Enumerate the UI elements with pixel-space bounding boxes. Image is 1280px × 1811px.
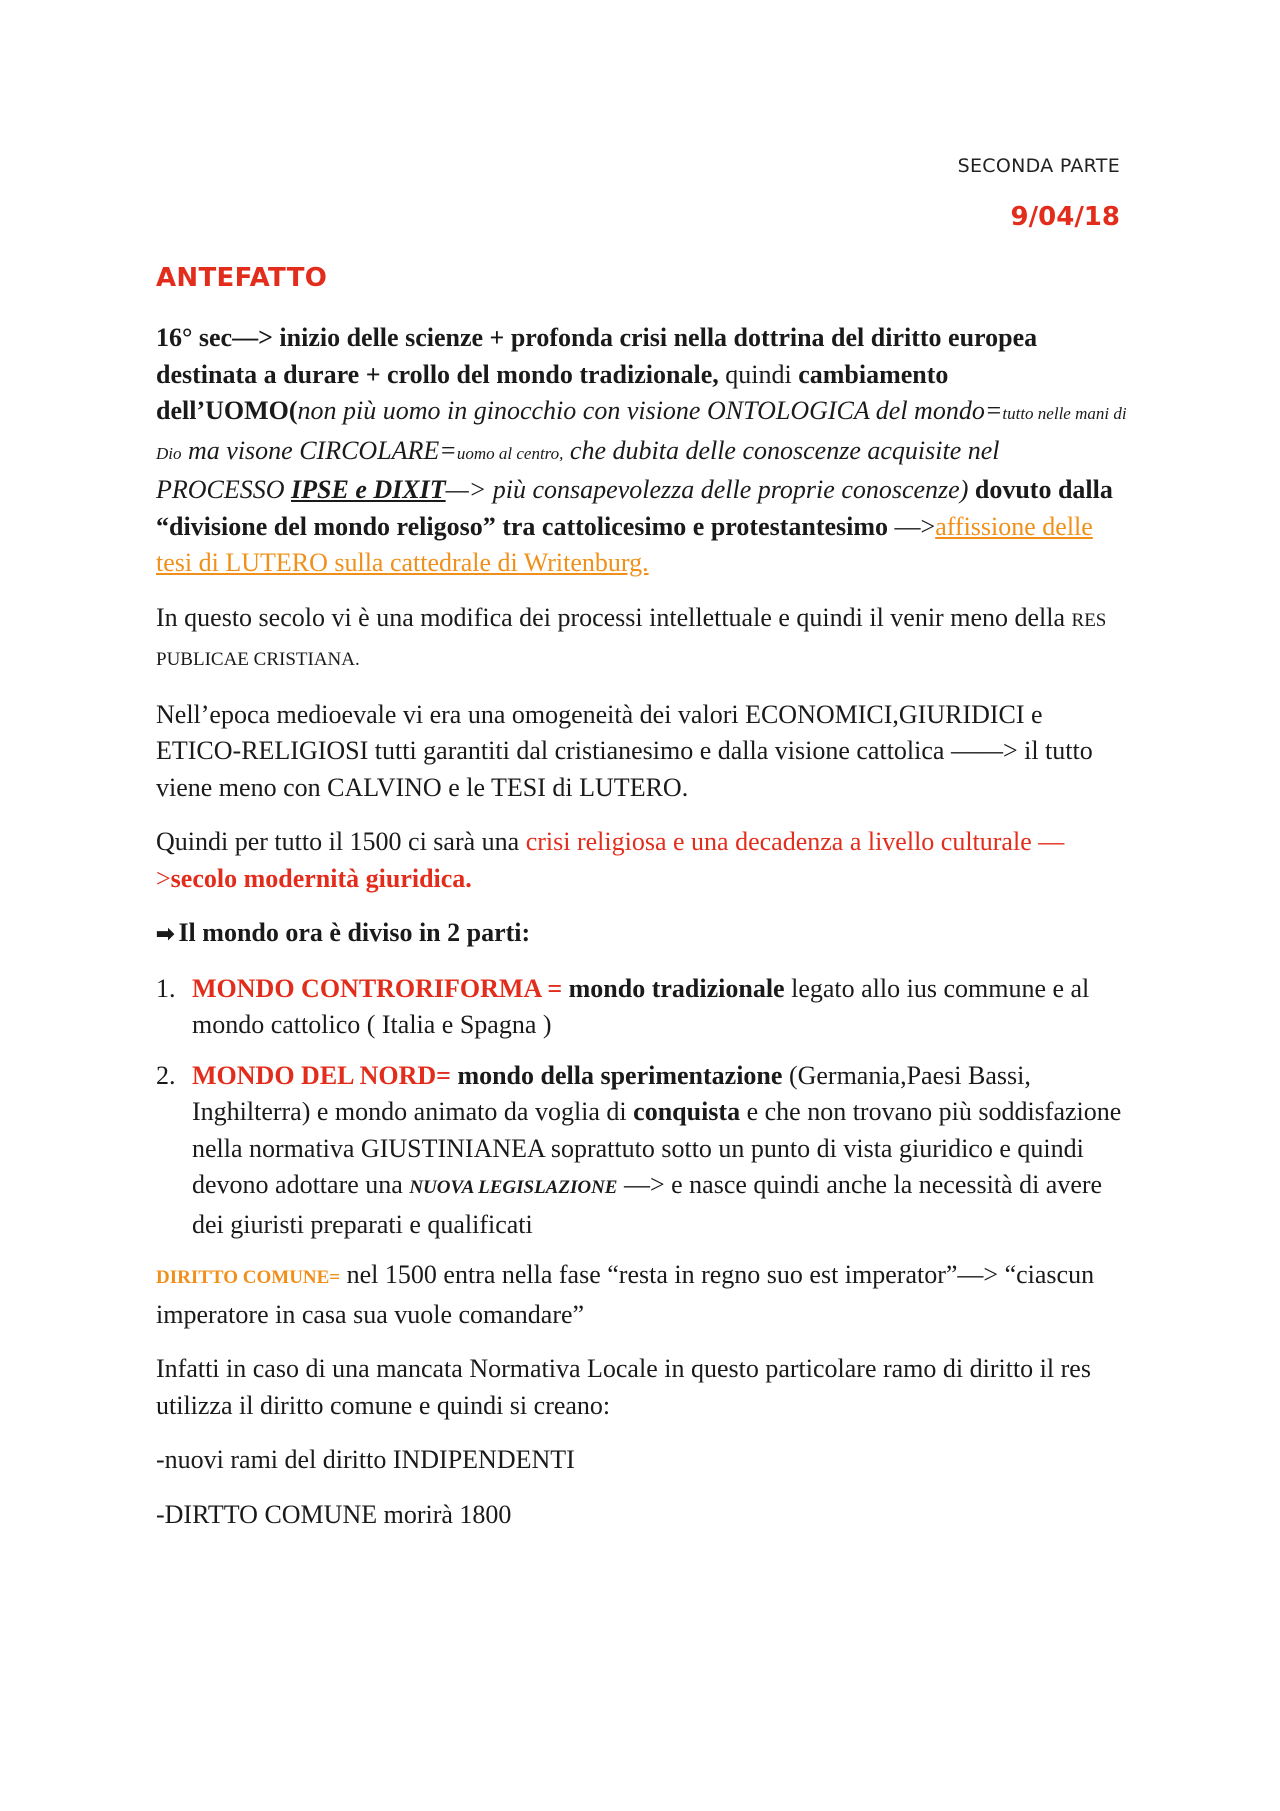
controriforma-label: MONDO CONTRORIFORMA = [192, 973, 569, 1003]
res-publicae: RES PUBLICAE CRISTIANA. [156, 609, 1107, 670]
secolo-text: In questo secolo vi è una modifica dei processi intellettuale e quindi il venir meno della [156, 602, 1072, 632]
intro-italic-2: ma visone CIRCOLARE= [181, 435, 457, 465]
intro-text: quindi [718, 359, 799, 389]
tradizionale-bold: mondo tradizionale [568, 973, 785, 1003]
intro-arrow: —> [888, 511, 936, 541]
intro-bold-start: 16° sec—> inizio delle scienze + profonda crisi nella dottrina del diritto europea destinata a durare + crollo del mondo tradizionale, [156, 323, 1038, 389]
list-item [156, 1058, 1132, 1244]
paragraph-secolo [156, 600, 1132, 679]
diritto-comune-text: nel 1500 entra nella fase “resta in regno suo est imperator”—> “ciascun imperatore in casa sua vuole comandare” [156, 1260, 1095, 1329]
world-list [156, 971, 1132, 1244]
arrow-right-icon: ➡ [156, 921, 175, 946]
part-label: SECONDA PARTE [957, 155, 1120, 177]
crisi-red: crisi religiosa e una decadenza a livello culturale —> [156, 827, 1065, 893]
paragraph-mondo-diviso [156, 915, 1132, 953]
intro-italic-4: —> più consapevolezza delle proprie conoscenze) [445, 475, 969, 504]
nord-text-3: —> e nasce quindi anche la necessità di avere dei giuristi preparati e qualificati [192, 1170, 1103, 1239]
controriforma-text: legato allo ius commune e al mondo cattolico ( Italia e Spagna ) [192, 973, 1090, 1039]
date-label: 9/04/18 [1010, 202, 1120, 232]
paragraph-intro [156, 320, 1132, 582]
intro-bold-division: dovuto dalla “divisione del mondo religoso” tra cattolicesimo e protestantesimo [156, 475, 1113, 541]
intro-bold-uomo: cambiamento dell’UOMO( [156, 359, 949, 425]
intro-italic-small-1: tutto nelle mani di Dio [156, 404, 1127, 463]
intro-italic-small-2: uomo al centro, [456, 443, 564, 463]
intro-italic-3: che dubita delle conoscenze acquisite nel PROCESSO [156, 435, 1000, 504]
paragraph-diritto-comune [156, 1257, 1132, 1333]
paragraph-infatti: Infatti in caso di una mancata Normativa Locale in questo particolare ramo di diritto il res utilizza il diritto comune e quindi si creano: [156, 1354, 1091, 1420]
nord-text-2: e che non trovano più soddisfazione nella normativa GIUSTINIANEA soprattuto sotto un punto di vista giuridico e quindi devono adottare una [192, 1097, 1122, 1199]
diritto-comune-label: DIRITTO COMUNE= [156, 1267, 341, 1288]
paragraph-morira: -DIRTTO COMUNE morirà 1800 [156, 1499, 512, 1529]
lutero-link[interactable]: affissione delle tesi di LUTERO sulla cattedrale di Writenburg. [156, 511, 1093, 577]
sperimentazione-bold: mondo della sperimentazione [457, 1060, 783, 1090]
intro-ipse-dixit: IPSE e DIXIT [291, 475, 446, 504]
crisi-text: Quindi per tutto il 1500 ci sarà una [156, 827, 526, 856]
list-number: 1. [156, 973, 176, 1003]
section-heading: ANTEFATTO [156, 263, 328, 293]
list-number: 2. [156, 1060, 176, 1090]
intro-italic-1: non più uomo in ginocchio con visione ONTOLOGICA del mondo= [297, 396, 1003, 425]
mondo-diviso-text: Il mondo ora è diviso in 2 parti: [178, 918, 531, 947]
conquista-bold: conquista [633, 1097, 741, 1126]
paragraph-1500 [156, 824, 1132, 897]
paragraph-medioevo: Nell’epoca medioevale vi era una omogeneità dei valori ECONOMICI,GIURIDICI e ETICO-RELIGIOSI tutti garantiti dal cristianesimo e dalla visione cattolica ——> il tutto viene meno con CALVINO e le TESI di LUTERO. [156, 699, 1093, 802]
nord-text-1: (Germania,Paesi Bassi, Inghilterra) e mondo animato da voglia di [192, 1060, 1031, 1126]
nuova-legislazione: NUOVA LEGISLAZIONE [409, 1177, 618, 1198]
nord-label: MONDO DEL NORD= [192, 1060, 458, 1090]
list-item [156, 971, 1132, 1044]
paragraph-rami: -nuovi rami del diritto INDIPENDENTI [156, 1445, 575, 1474]
modernita-bold: secolo modernità giuridica. [170, 863, 472, 893]
document-body [156, 320, 1132, 1551]
